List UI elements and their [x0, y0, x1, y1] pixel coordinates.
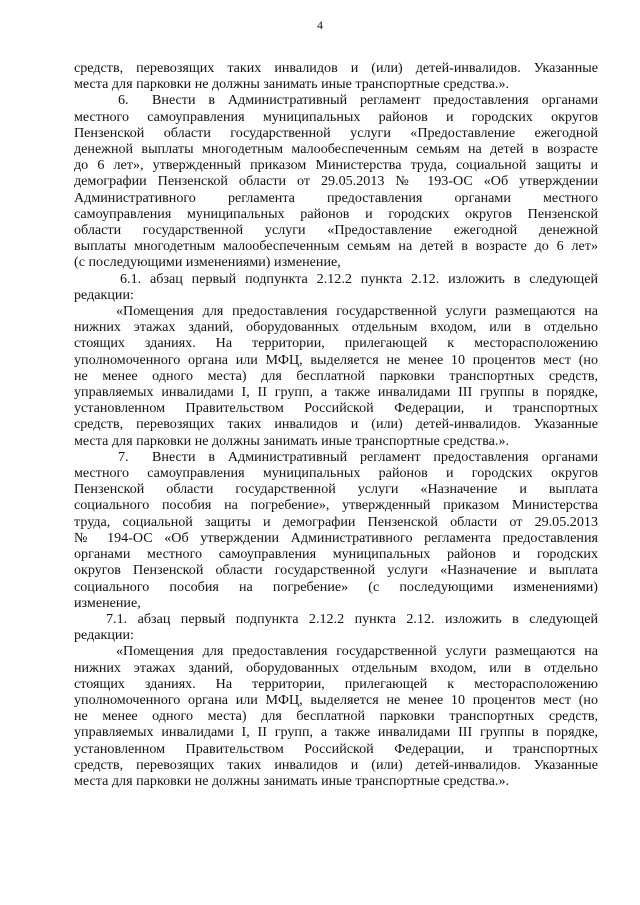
- text-line: органами местного самоуправления муниципальных районов и городских: [74, 546, 598, 563]
- text-line: 7.1. абзац первый подпункта 2.12.2 пункта 2.12. изложить в следующей: [106, 610, 598, 627]
- text-line: 6.1. абзац первый подпункта 2.12.2 пункта 2.12. изложить в следующей: [120, 270, 598, 287]
- text-line: до 6 лет», утвержденный приказом Министерства труда, социальной защиты и: [74, 157, 598, 174]
- text-line: социального пособия на погребение» (с последующими изменениями): [74, 578, 598, 595]
- text-line: управляемых инвалидами I, II групп, а также инвалидами III группы в порядке,: [74, 724, 598, 741]
- paragraph-quote: [74, 303, 598, 449]
- paragraph-continuation: [74, 60, 598, 92]
- text-line: места для парковки не должны занимать иные транспортные средства.».: [74, 772, 510, 789]
- item-number: 6.: [118, 92, 129, 109]
- text-line: средств, перевозящих таких инвалидов и (или) детей-инвалидов. Указанные: [74, 60, 598, 76]
- text-line: уполномоченного органа или МФЦ, выделяется не менее 10 процентов мест (но: [74, 351, 598, 368]
- text-line: самоуправления муниципальных районов и городских округов Пензенской: [74, 205, 598, 222]
- text-line: области государственной услуги «Предоставление ежегодной денежной: [74, 222, 598, 239]
- text-line: не менее одного места) для бесплатной парковки транспортных средств,: [74, 708, 598, 725]
- text-line: редакции:: [74, 627, 134, 644]
- text-line: средств, перевозящих таких инвалидов и (или) детей-инвалидов. Указанные: [74, 756, 598, 773]
- text-line: демографии Пензенской области от 29.05.2013 № 193-ОС «Об утверждении: [74, 173, 598, 190]
- text-line: изменение,: [74, 594, 141, 611]
- text-line: [74, 92, 598, 108]
- text-line: [74, 449, 598, 465]
- paragraph-item-6: [74, 92, 598, 270]
- text-line: местного самоуправления муниципальных районов и городских округов: [74, 108, 598, 125]
- page-number: 4: [317, 18, 323, 32]
- text-line: не менее одного места) для бесплатной парковки транспортных средств,: [74, 367, 598, 384]
- text-line: установленном Правительством Российской Федерации, и транспортных: [74, 740, 598, 757]
- text-line: № 194-ОС «Об утверждении Административного регламента предоставления: [74, 529, 598, 546]
- text-line: Административного регламента предоставления органами местного: [74, 189, 598, 206]
- item-number: 7.: [118, 448, 129, 465]
- text-line: (с последующими изменениями) изменение,: [74, 254, 341, 271]
- text-line: «Помещения для предоставления государственной услуги размещаются на: [116, 303, 598, 320]
- text-line-body: Внести в Административный регламент предоставления органами: [152, 448, 598, 465]
- text-line: «Помещения для предоставления государственной услуги размещаются на: [116, 643, 598, 660]
- text-line: установленном Правительством Российской Федерации, и транспортных: [74, 400, 598, 417]
- text-line: труда, социальной защиты и демографии Пензенской области от 29.05.2013: [74, 513, 598, 530]
- text-line: социального пособия на погребение», утвержденный приказом Министерства: [74, 497, 598, 514]
- text-line: места для парковки не должны занимать иные транспортные средства.».: [74, 76, 510, 93]
- text-line: места для парковки не должны занимать иные транспортные средства.».: [74, 432, 510, 449]
- text-line: управляемых инвалидами I, II групп, а также инвалидами III группы в порядке,: [74, 384, 598, 401]
- document-body: [74, 60, 598, 789]
- text-line: уполномоченного органа или МФЦ, выделяется не менее 10 процентов мест (но: [74, 691, 598, 708]
- text-line: средств, перевозящих таких инвалидов и (или) детей-инвалидов. Указанные: [74, 416, 598, 433]
- paragraph-subitem-7-1: [74, 611, 598, 643]
- paragraph-item-7: [74, 449, 598, 611]
- paragraph-quote: [74, 643, 598, 789]
- text-line: редакции:: [74, 286, 134, 303]
- paragraph-subitem-6-1: [74, 271, 598, 303]
- text-line: округов Пензенской области государственной услуги «Назначение и выплата: [74, 562, 598, 579]
- text-line: местного самоуправления муниципальных районов и городских округов: [74, 465, 598, 482]
- text-line: нижних этажах зданий, оборудованных отдельным входом, или в отдельно: [74, 659, 598, 676]
- text-line: стоящих зданиях. На территории, прилегающей к месторасположению: [74, 675, 598, 692]
- text-line: выплаты многодетным малообеспеченным семьям на детей в возрасте до 6 лет»: [74, 238, 598, 255]
- text-line: Пензенской области государственной услуги «Назначение и выплата: [74, 481, 598, 498]
- text-line: нижних этажах зданий, оборудованных отдельным входом, или в отдельно: [74, 319, 598, 336]
- text-line: денежной выплаты многодетным малообеспеченным семьям на детей в возрасте: [74, 141, 598, 158]
- text-line-body: Внести в Административный регламент предоставления органами: [152, 92, 598, 109]
- text-line: Пензенской области государственной услуги «Предоставление ежегодной: [74, 124, 598, 141]
- text-line: стоящих зданиях. На территории, прилегающей к месторасположению: [74, 335, 598, 352]
